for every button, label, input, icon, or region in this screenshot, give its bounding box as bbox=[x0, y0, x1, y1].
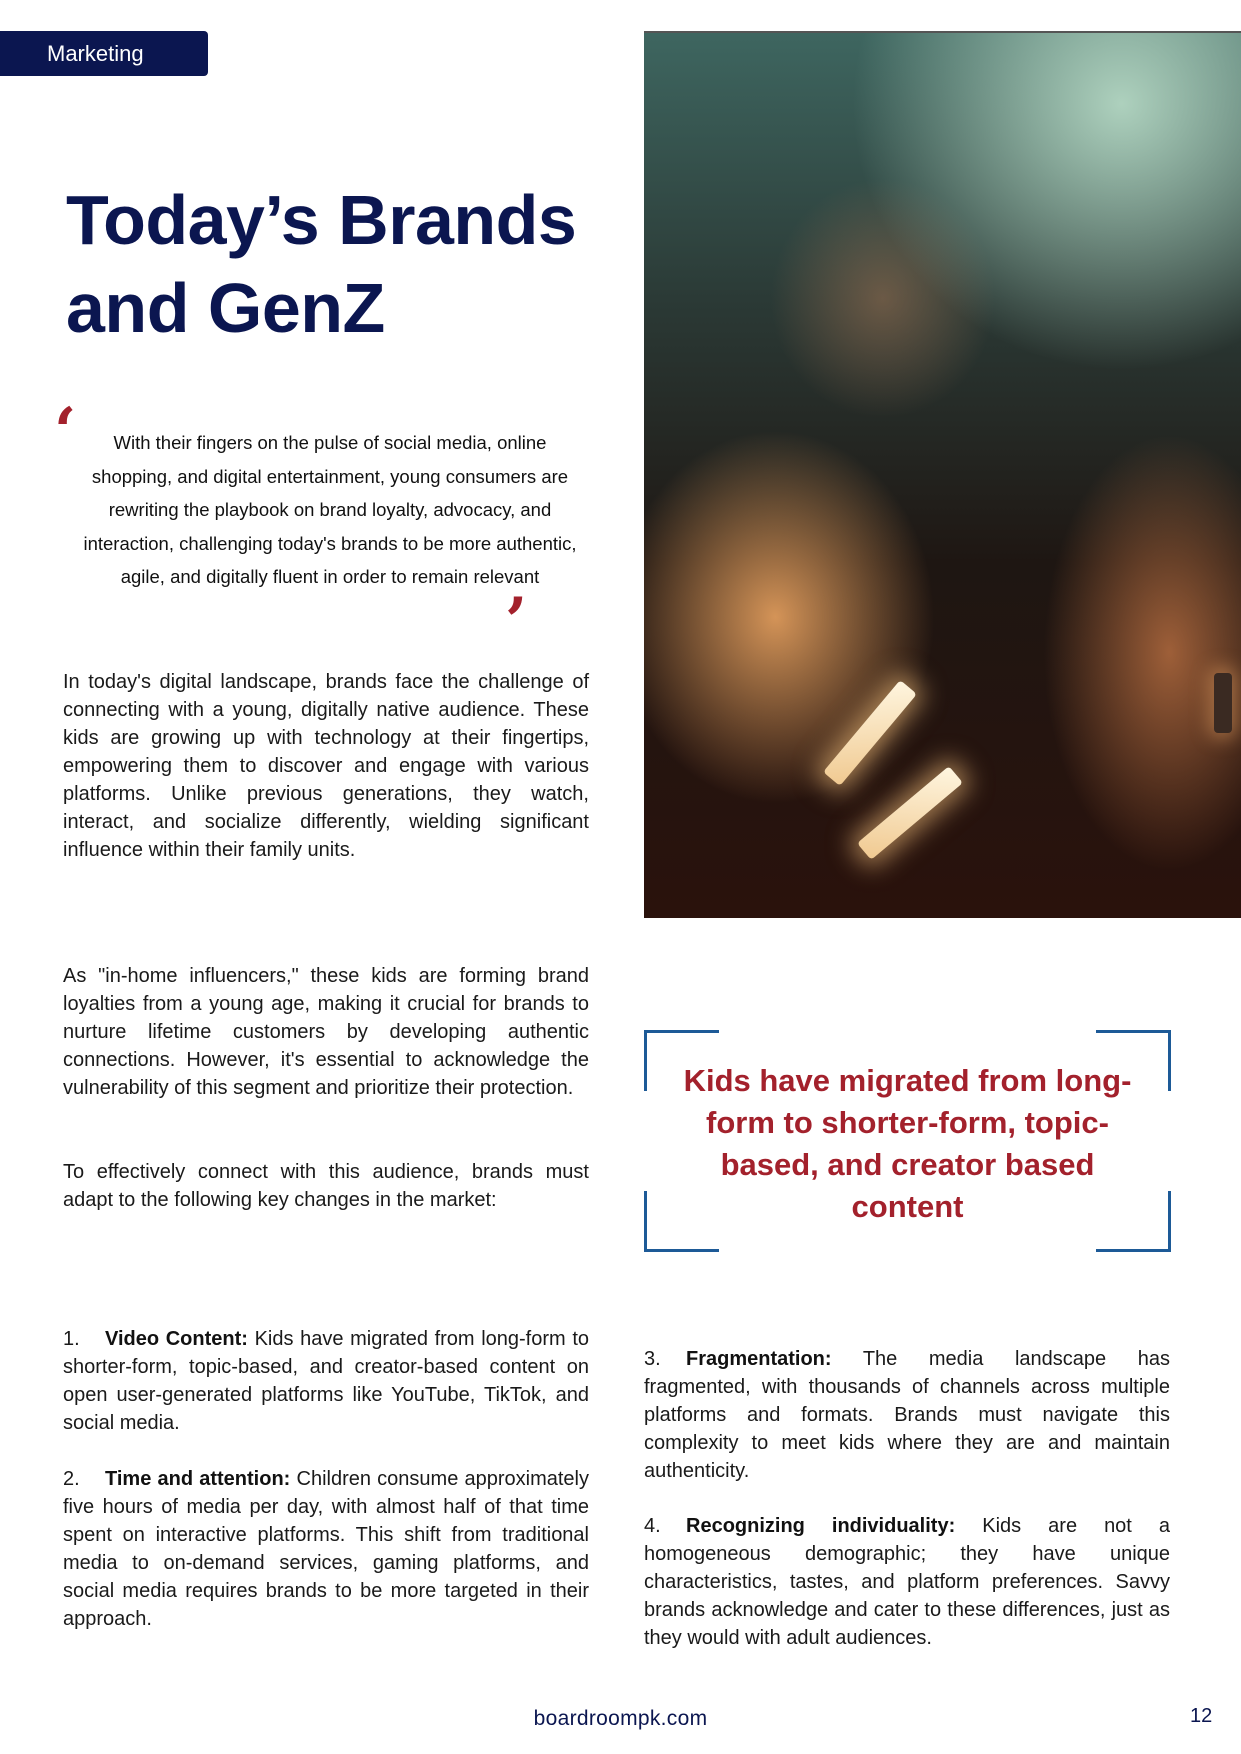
section-tag-label: Marketing bbox=[47, 41, 144, 66]
list-heading: Time and attention: bbox=[105, 1468, 291, 1490]
list-item-3 bbox=[644, 1345, 1170, 1485]
list-heading: Fragmentation: bbox=[686, 1348, 832, 1370]
footer-website[interactable]: boardroompk.com bbox=[533, 1707, 708, 1730]
phone-glow-2 bbox=[857, 766, 963, 860]
section-tag bbox=[0, 31, 208, 76]
list-heading: Recognizing individuality: bbox=[686, 1515, 956, 1537]
body-paragraph-1: In today's digital landscape, brands face the challenge of connecting with a young, digitally native audience. These kids are growing up with technology at their fingertips, empowering them to discover and engage with various platforms. Unlike previous generations, they watch, interact, and socialize differently, wielding significant influence within their family units. bbox=[63, 671, 589, 861]
list-text: The media landscape has fragmented, with thousands of channels across multiple platforms and formats. Brands must navigate this complexity to meet kids where they are and maintain authenticity. bbox=[644, 1348, 1170, 1482]
list-text: Kids are not a homogeneous demographic; they have unique characteristics, tastes, and platform preferences. Savvy brands acknowledge and cater to these differences, just as they would with adult audiences. bbox=[644, 1515, 1170, 1649]
body-paragraph-2: As "in-home influencers," these kids are forming brand loyalties from a young age, making it crucial for brands to nurture lifetime customers by developing authentic connections. However, it's essential to acknowledge the vulnerability of this segment and prioritize their protection. bbox=[63, 965, 589, 1099]
list-item-4 bbox=[644, 1512, 1170, 1652]
title-line-1: Today’s Brands bbox=[66, 181, 577, 259]
close-quote-icon: ’ bbox=[505, 584, 528, 659]
open-quote-icon: ‘ bbox=[54, 394, 77, 469]
list-number: 4. bbox=[644, 1515, 661, 1537]
phone-glow-3 bbox=[1214, 673, 1232, 733]
title-line-2: and GenZ bbox=[66, 269, 385, 347]
list-item-1 bbox=[63, 1325, 589, 1437]
list-item-2 bbox=[63, 1465, 589, 1633]
callout-box bbox=[644, 1030, 1171, 1252]
callout-text: Kids have migrated from long-form to shorter-form, topic-based, and creator based content bbox=[683, 1063, 1132, 1224]
hero-photo-teens-with-phones bbox=[644, 31, 1241, 918]
list-heading: Video Content: bbox=[105, 1328, 248, 1350]
page-number: 12 bbox=[1190, 1705, 1213, 1727]
list-text: Kids have migrated from long-form to shorter-form, topic-based, and creator-based content on open user-generated platforms like YouTube, TikTok, and social media. bbox=[63, 1328, 589, 1434]
pull-quote-text: With their fingers on the pulse of social media, online shopping, and digital entertainment, young consumers are rewriting the playbook on brand loyalty, advocacy, and interaction, challenging today's brands to be more authentic, agile, and digitally fluent in order to remain relevant bbox=[83, 432, 577, 587]
phone-glow-1 bbox=[823, 680, 917, 786]
list-number: 2. bbox=[63, 1468, 80, 1490]
page-title bbox=[66, 176, 626, 352]
list-number: 3. bbox=[644, 1348, 661, 1370]
list-number: 1. bbox=[63, 1328, 80, 1350]
list-text: Children consume approximately five hours of media per day, with almost half of that time spent on interactive platforms. This shift from traditional media to on-demand services, gaming platforms, and social media requires brands to be more targeted in their approach. bbox=[63, 1468, 590, 1630]
body-paragraph-3: To effectively connect with this audience, brands must adapt to the following key changes in the market: bbox=[63, 1161, 589, 1211]
pull-quote bbox=[54, 394, 600, 659]
